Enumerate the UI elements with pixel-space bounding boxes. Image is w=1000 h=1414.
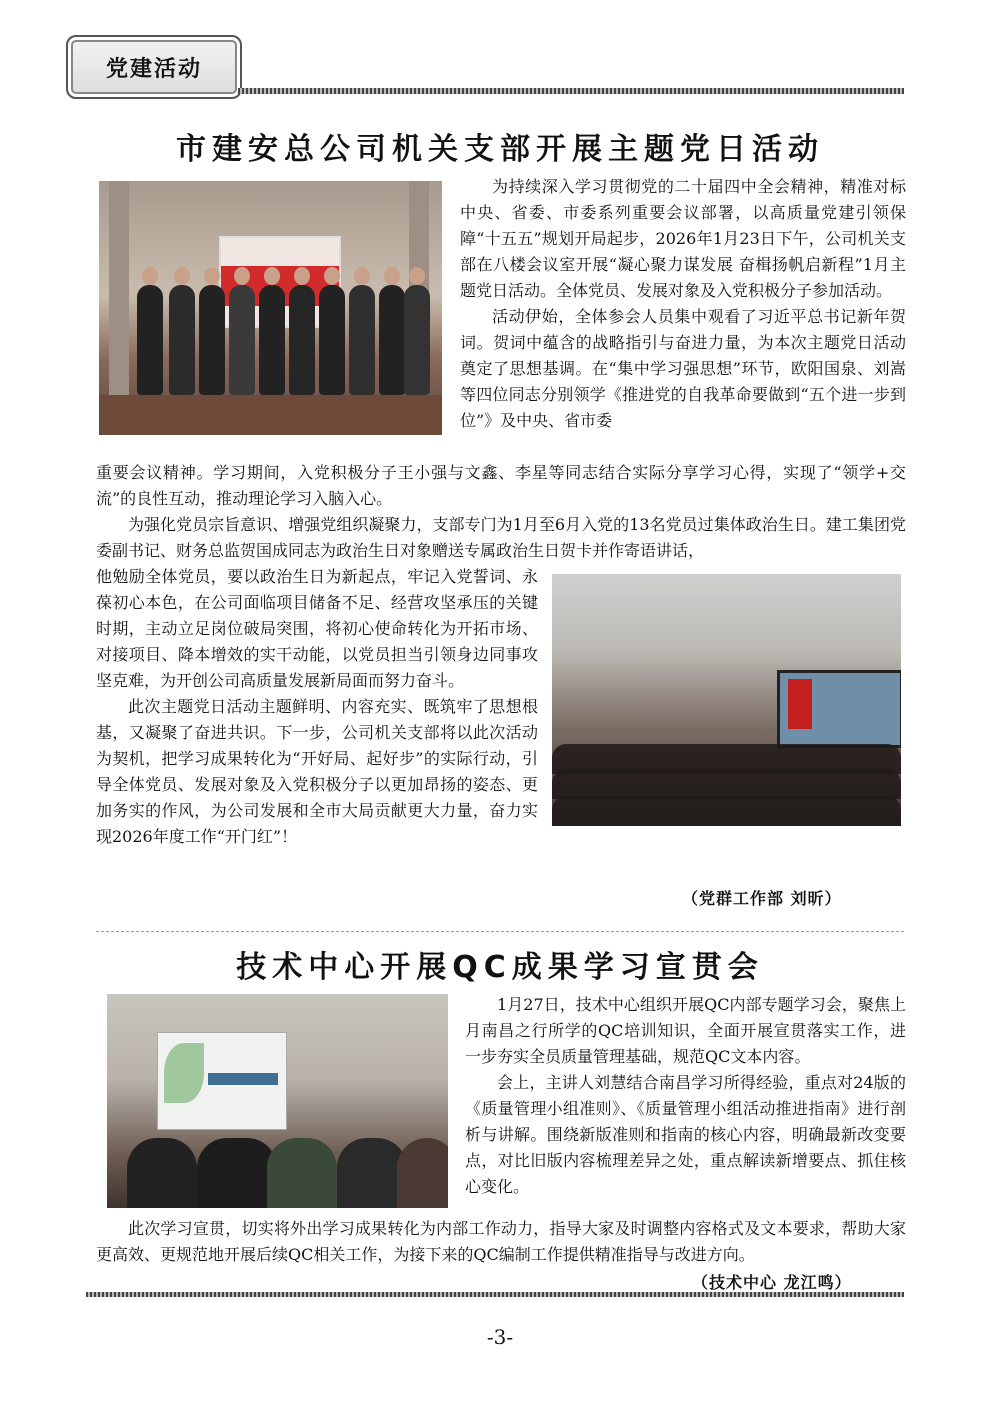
header-rule [238, 88, 904, 94]
article2-title: 技术中心开展QC成果学习宣贯会 [236, 950, 764, 985]
article1-text-left [96, 564, 538, 850]
paragraph: 此次学习宣贯，切实将外出学习成果转化为内部工作动力，指导大家及时调整内容格式及文本要求，帮助大家更高效、更规范地开展后续QC相关工作，为接下来的QC编制工作提供精准指导与改进方向。 [96, 1219, 906, 1264]
section-divider [96, 931, 904, 932]
paragraph: 此次主题党日活动主题鲜明、内容充实、既筑牢了思想根基，又凝聚了奋进共识。下一步，公司机关支部将以此次活动为契机，把学习成果转化为“开好局、起好步”的实际行动，引导全体党员、发展对象及入党积极分子以更加昂扬的姿态、更加务实的作风，为公司发展和全市大局贡献更大力量，奋力实现2026年度工作“开门红”！ [96, 697, 538, 846]
page-number: -3- [486, 1325, 514, 1349]
section-header-tab [66, 35, 242, 99]
paragraph: 重要会议精神。学习期间，入党积极分子王小强与文鑫、李星等同志结合实际分享学习心得，实现了“领学+交流”的良性互动，推动理论学习入脑入心。 [96, 463, 906, 508]
paragraph: 1月27日，技术中心组织开展QC内部专题学习会，聚焦上月南昌之行所学的QC培训知识，全面开展宣贯落实工作，进一步夯实全员质量管理基础，规范QC文本内容。 [465, 995, 906, 1066]
article1-title: 市建安总公司机关支部开展主题党日活动 [176, 132, 824, 167]
paragraph: 他勉励全体党员，要以政治生日为新起点，牢记入党誓词、永葆初心本色，在公司面临项目储备不足、经营攻坚承压的关键时期，主动立足岗位破局突围，将初心使命转化为开拓市场、对接项目、降本增效的实干动能，以党员担当引领身边同事攻坚克难，为开创公司高质量发展新局面而努力奋斗。 [96, 567, 538, 690]
paragraph: 会上，主讲人刘慧结合南昌学习所得经验，重点对24版的《质量管理小组准则》、《质量管理小组活动推进指南》进行剖析与讲解。围绕新版准则和指南的核心内容，明确最新改变要点，对比旧版内容梳理差异之处，重点解读新增要点、抓住核心变化。 [465, 1073, 906, 1196]
paragraph: 为强化党员宗旨意识、增强党组织凝聚力，支部专门为1月至6月入党的13名党员过集体政治生日。建工集团党委副书记、财务总监贺国成同志为政治生日对象赠送专属政治生日贺卡并作寄语讲话， [96, 515, 906, 560]
paragraph: 为持续深入学习贯彻党的二十届四中全会精神，精准对标中央、省委、市委系列重要会议部署，以高质量党建引领保障“十五五”规划开局起步，2026年1月23日下午，公司机关支部在八楼会议室开展“凝心聚力谋发展 奋楫扬帆启新程”1月主题党日活动。全体党员、发展对象及入党积极分子参加活动。 [460, 177, 906, 300]
paragraph: 活动伊始，全体参会人员集中观看了习近平总书记新年贺词。贺词中蕴含的战略指引与奋进力量，为本次主题党日活动奠定了思想基调。在“集中学习强思想”环节，欧阳国泉、刘嵩等四位同志分别领学《推进党的自我革命要做到“五个进一步到位”》及中央、省市委 [460, 307, 906, 430]
article2-author: （技术中心 龙江鸣） [692, 1273, 852, 1292]
footer-rule [86, 1292, 904, 1297]
group-photo [99, 181, 442, 435]
article1-text-top [460, 174, 906, 434]
article1-text-wide [96, 460, 906, 564]
presentation-photo [107, 994, 448, 1208]
article2-text-wide [96, 1216, 906, 1268]
projector-screen [157, 1032, 287, 1130]
section-label: 党建活动 [105, 57, 202, 82]
video-screen [777, 670, 901, 748]
article1-author: （党群工作部 刘昕） [682, 889, 842, 908]
article2-text-top [465, 992, 906, 1200]
meeting-photo [552, 574, 901, 826]
